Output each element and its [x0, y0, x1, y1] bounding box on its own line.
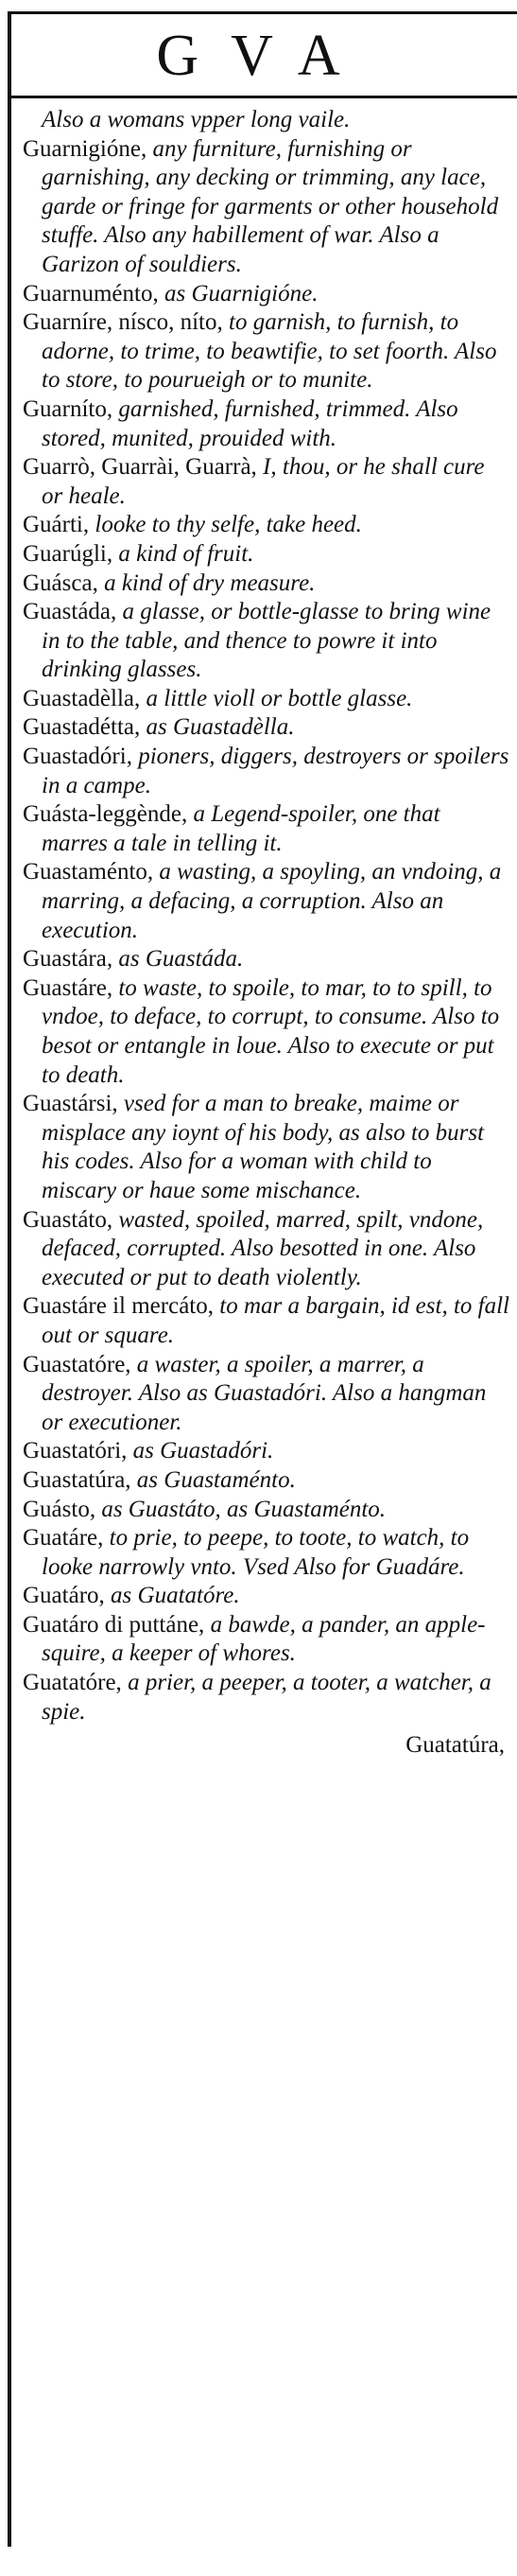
entry-list [23, 106, 510, 1726]
entry-definition: a Legend-spoiler, one that marres a tale in telling it. [42, 801, 440, 856]
entry-headword: Guarrò, Guarrài, Guarrà, [23, 454, 257, 481]
dictionary-column [23, 106, 510, 1761]
dictionary-entry [23, 1669, 510, 1726]
entry-definition: as Guastadóri. [127, 1438, 274, 1464]
entry-headword: Guastára, [23, 946, 113, 973]
dictionary-entry [23, 106, 510, 135]
entry-headword: Guastáto, [23, 1206, 113, 1233]
entry-definition: vsed for a man to breake, maime or misplace any ioynt of his body, as also to burst his codes. Also for a woman with child to miscary or haue some mischance. [42, 1091, 485, 1203]
entry-headword: Guatáro di puttáne, [23, 1611, 205, 1638]
entry-definition: as Guastáda. [112, 946, 244, 973]
entry-headword: Guárti, [23, 512, 90, 538]
catchword: Guatatúra, [405, 1732, 505, 1759]
entry-headword: Guastadétta, [23, 714, 141, 741]
entry-headword: Guastatóre, [23, 1351, 131, 1377]
dictionary-entry [23, 1496, 510, 1525]
dictionary-entry [23, 1611, 510, 1669]
entry-definition: Also a womans vpper long vaile. [42, 107, 351, 132]
entry-definition: as Guarnigióne. [158, 280, 319, 307]
dictionary-entry [23, 1524, 510, 1582]
entry-headword: Guásca, [23, 570, 98, 596]
dictionary-entry [23, 395, 510, 453]
entry-definition: any furniture, furnishing or garnishing, any decking or trimming, any lace, garde or fringe for garments or other household stuffe. Also any habillement of war. Also a Garizon of souldiers. [42, 135, 499, 277]
dictionary-entry [23, 743, 510, 800]
entry-headword: Guarúgli, [23, 540, 113, 567]
entry-headword: Guarnigióne, [23, 135, 147, 162]
entry-headword: Guastadèlla, [23, 685, 141, 711]
dictionary-entry [23, 945, 510, 974]
entry-headword: Guatáro, [23, 1583, 105, 1609]
entry-definition: a glasse, or bottle-glasse to bring wine in to the table, and thence to powre it into drinking glasses. [42, 599, 491, 683]
entry-headword: Guastáre il mercáto, [23, 1293, 214, 1320]
entry-definition: a kind of fruit. [112, 540, 254, 567]
dictionary-entry [23, 280, 510, 309]
entry-headword: Guásto, [23, 1496, 96, 1522]
entry-definition: a little violl or bottle glasse. [140, 685, 413, 711]
left-rule [8, 11, 11, 2547]
entry-definition: a bawde, a pander, an apple-squire, a keeper of whores. [42, 1611, 486, 1667]
entry-definition: to garnish, to furnish, to adorne, to trime, to beawtifie, to set foorth. Also to store, to pourueigh or to munite. [42, 309, 497, 394]
entry-definition: a waster, a spoiler, a marrer, a destroyer. Also as Guastadóri. Also a hangman or executioner. [42, 1351, 487, 1435]
entry-definition: garnished, furnished, trimmed. Also stored, munited, prouided with. [42, 395, 458, 451]
dictionary-entry [23, 570, 510, 599]
dictionary-entry [23, 1351, 510, 1438]
dictionary-entry [23, 453, 510, 511]
dictionary-entry [23, 974, 510, 1090]
entry-headword: Guásta-leggènde, [23, 801, 188, 828]
top-rule [8, 11, 517, 14]
entry-definition: to mar a bargain, id est, to fall out or square. [42, 1293, 509, 1348]
dictionary-entry [23, 1466, 510, 1496]
dictionary-entry [23, 1206, 510, 1293]
entry-definition: as Guatatóre. [104, 1583, 240, 1609]
dictionary-entry [23, 1437, 510, 1466]
entry-definition: looke to thy selfe, take heed. [89, 512, 362, 538]
entry-headword: Guastársi, [23, 1091, 118, 1117]
dictionary-entry [23, 858, 510, 945]
dictionary-entry [23, 540, 510, 570]
dictionary-entry [23, 511, 510, 540]
entry-headword: Guastadóri, [23, 744, 132, 770]
page-header: GVA [156, 23, 372, 88]
entry-definition: I, thou, or he shall cure or heale. [42, 454, 485, 509]
entry-headword: Guatatóre, [23, 1670, 122, 1696]
dictionary-entry [23, 135, 510, 280]
entry-definition: a wasting, a spoyling, an vndoing, a marring, a defacing, a corruption. Also an execution. [42, 859, 502, 943]
entry-definition: a kind of dry measure. [97, 570, 316, 596]
entry-definition: wasted, spoiled, marred, spilt, vndone, defaced, corrupted. Also besotted in one. Also executed or put to death violently. [42, 1206, 484, 1290]
dictionary-entry [23, 685, 510, 714]
dictionary-entry [23, 713, 510, 743]
entry-headword: Guastatóri, [23, 1438, 128, 1464]
dictionary-entry [23, 598, 510, 685]
entry-definition: to waste, to spoile, to mar, to to spill, to vndoe, to deface, to corrupt, to consume. Also to besot or entangle in loue. Also to execute or put to death. [42, 974, 500, 1088]
entry-definition: to prie, to peepe, to toote, to watch, to looke narrowly vnto. Vsed Also for Guadáre. [42, 1525, 470, 1580]
dictionary-entry [23, 1292, 510, 1350]
entry-headword: Guastaménto, [23, 859, 154, 885]
dictionary-entry [23, 308, 510, 395]
entry-definition: pioners, diggers, destroyers or spoilers in a campe. [42, 744, 509, 798]
entry-headword: Guarníre, nísco, níto, [23, 309, 223, 336]
dictionary-entry [23, 1582, 510, 1611]
entry-definition: a prier, a peeper, a tooter, a watcher, a spie. [42, 1670, 491, 1725]
entry-headword: Guatáre, [23, 1525, 104, 1551]
entry-headword: Guastáda, [23, 599, 117, 625]
entry-headword: Guarnuménto, [23, 280, 159, 307]
header-rule [8, 96, 517, 98]
dictionary-entry [23, 1090, 510, 1205]
entry-definition: as Guastaménto. [130, 1466, 296, 1493]
entry-definition: as Guastadèlla. [140, 714, 295, 741]
entry-headword: Guastatúra, [23, 1466, 131, 1493]
dictionary-entry [23, 800, 510, 858]
entry-headword: Guastáre, [23, 974, 113, 1001]
entry-headword: Guarníto, [23, 395, 113, 422]
entry-definition: as Guastáto, as Guastaménto. [95, 1496, 387, 1522]
